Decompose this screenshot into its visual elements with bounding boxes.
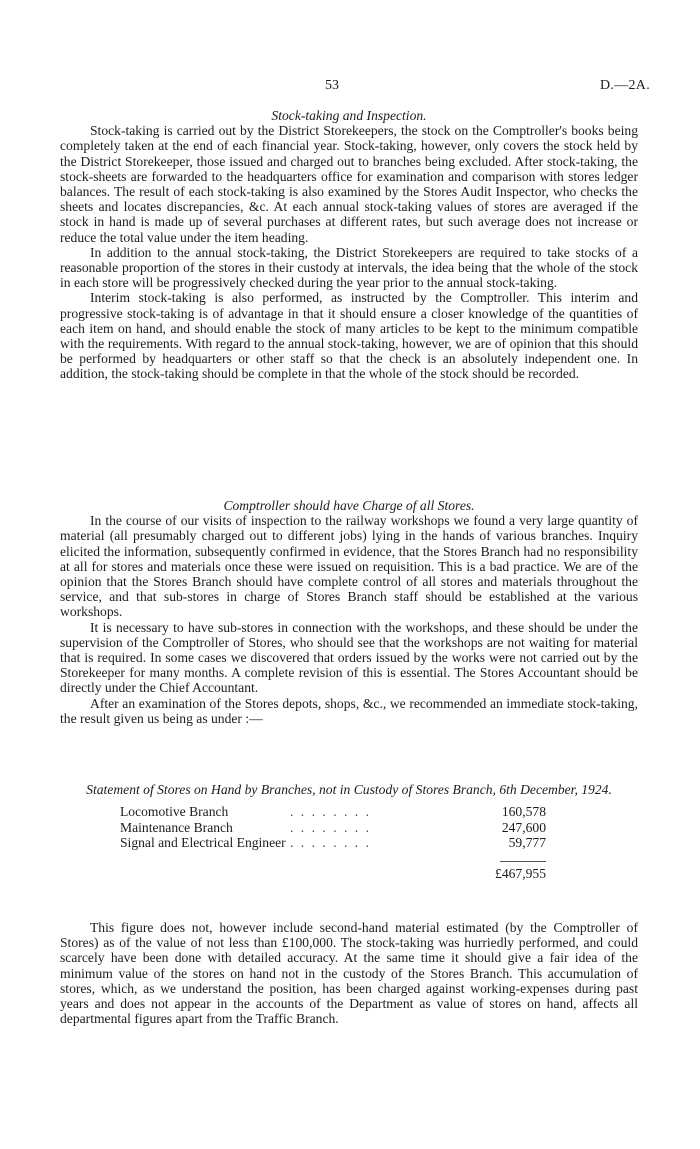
page-number: 53: [325, 78, 339, 93]
paragraph: Stock-taking is carried out by the District Storekeepers, the stock on the Comptroller's books being completely taken at the end of each financial year. Stock-taking, however, only covers the stock held by the District Storekeeper, those issued and charged out to branches being excluded. After stock-taking, the stock-sheets are forwarded to the headquarters office for examination and comparison with stores ledger balances. The result of each stock-taking is also examined by the Stores Audit Inspector, who checks the sheets and locates discrepancies, &c. At each annual stock-taking values of stores are averaged if the stock in hand is made up of several purchases at different rates, but such average does not increase or reduce the total value under the item heading.: [60, 123, 638, 245]
branch-amount: 160,578: [501, 804, 546, 820]
total-rule: [500, 861, 546, 862]
leader-dots: . . . . . . . .: [290, 804, 371, 820]
statement-title: Statement of Stores on Hand by Branches, not in Custody of Stores Branch, 6th December, 1924.: [86, 782, 612, 797]
branch-name: Locomotive Branch: [120, 804, 229, 820]
paragraph: It is necessary to have sub-stores in connection with the workshops, and these should be under the supervision of the Comptroller of Stores, who should see that the workshops are not waiting for material that is required. In some cases we discovered that orders issued by the works were not carried out by the Storekeeper for many months. A complete revision of this is essential. The Stores Accountant should be directly under the Chief Accountant.: [60, 619, 638, 696]
paragraph: Interim stock-taking is also performed, as instructed by the Comptroller. This interim and progressive stock-taking is of advantage in that it should ensure a closer knowledge of the quantities of each item on hand, and should enable the stock of many articles to be kept to the minimum compatible with the requirements. With regard to the annual stock-taking, however, we are of opinion that this should be performed by headquarters or other staff so that the check is an absolutely independent one. In addition, the stock-taking should be complete in that the whole of the stock should be recorded.: [60, 290, 638, 382]
document-reference: D.—2A.: [600, 78, 651, 93]
leader-dots: . . . . . . . .: [290, 835, 371, 851]
paragraph: In the course of our visits of inspection to the railway workshops we found a very large quantity of material (all presumably charged out to different jobs) lying in the hands of various branches. Inquiry elicited the information, subsequently confirmed in evidence, that the Stores Branch had no responsibility at all for stores and materials once these were issued on requisition. This is a bad practice. We are of the opinion that the Stores Branch should have complete control of all stores and materials throughout the service, and that sub-stores in charge of Stores Branch staff should be established at the various workshops.: [60, 513, 638, 620]
statement-total: £467,955: [495, 865, 546, 881]
leader-dots: . . . . . . . .: [290, 819, 371, 835]
paragraph: This figure does not, however include second-hand material estimated (by the Comptroller of Stores) as of the value of not less than £100,000. The stock-taking was hurriedly performed, and could scarcely have been done with detailed accuracy. At the same time it should give a fair idea of the minimum value of the stores on hand not in the custody of the Stores Branch. This accumulation of stores, which, as we understand the position, has been charged against working-expenses during past years and does not appear in the accounts of the Department as value of stores on hand, affects all departmental figures apart from the Traffic Branch.: [60, 920, 638, 1027]
statement-row: [60, 804, 638, 820]
section-heading: Stock-taking and Inspection.: [271, 108, 427, 123]
branch-name: Signal and Electrical Engineer: [120, 835, 286, 851]
branch-amount: 59,777: [508, 835, 546, 851]
paragraph: After an examination of the Stores depots, shops, &c., we recommended an immediate stock-taking, the result given us being as under :—: [60, 695, 638, 726]
section-heading: Comptroller should have Charge of all Stores.: [223, 498, 475, 513]
branch-amount: 247,600: [501, 819, 546, 835]
statement-row: [60, 820, 638, 836]
statement-block: [60, 782, 638, 883]
statement-row: [60, 835, 638, 851]
section-comptroller: [60, 498, 638, 726]
paragraph: In addition to the annual stock-taking, the District Storekeepers are required to take stocks of a reasonable proportion of the stores in their custody at intervals, the idea being that the whole of the stock in each store will be progressively checked during the year prior to the annual stock-taking.: [60, 244, 638, 291]
section-stock-taking: [60, 108, 638, 382]
branch-name: Maintenance Branch: [120, 819, 233, 835]
closing-section: [60, 920, 638, 1026]
